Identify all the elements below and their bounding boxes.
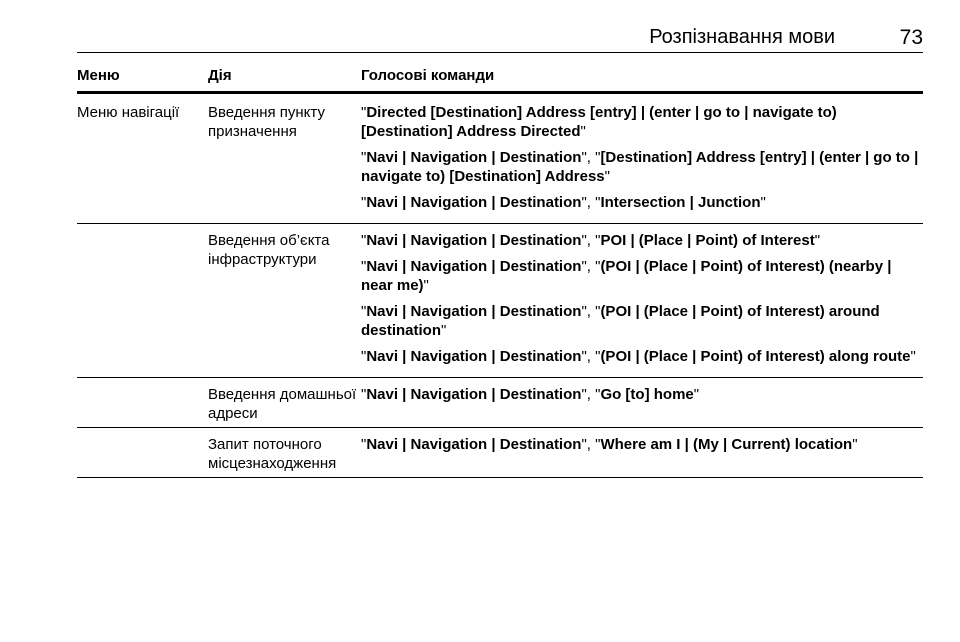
voice-command: "Navi | Navigation | Destination", "Where am I | (My | Current) location"	[361, 436, 858, 453]
table-row	[77, 378, 923, 428]
commands-cell	[361, 435, 923, 473]
command-phrase: Where am I | (My | Current) location	[600, 436, 853, 453]
command-phrase: (POI | (Place | Point) of Interest) along route	[600, 348, 911, 365]
commands-cell	[361, 103, 923, 219]
command-phrase: Navi | Navigation | Destination	[366, 436, 582, 453]
table-header	[77, 66, 923, 94]
commands-cell	[361, 385, 923, 423]
voice-command: "Navi | Navigation | Destination", "Go [to] home"	[361, 386, 700, 403]
command-phrase: Intersection | Junction	[600, 194, 761, 211]
commands-cell	[361, 231, 923, 373]
menu-cell	[77, 435, 208, 473]
action-cell: Введення пункту призначення	[208, 104, 325, 140]
column-header-menu: Меню	[77, 67, 120, 84]
command-phrase: POI | (Place | Point) of Interest	[600, 232, 815, 249]
menu-cell: Меню навігації	[77, 104, 180, 121]
command-phrase: Navi | Navigation | Destination	[366, 348, 582, 365]
command-phrase: Navi | Navigation | Destination	[366, 386, 582, 403]
table-row	[77, 224, 923, 378]
command-phrase: Go [to] home	[600, 386, 694, 403]
command-phrase: Navi | Navigation | Destination	[366, 258, 582, 275]
command-phrase: Navi | Navigation | Destination	[366, 149, 582, 166]
action-cell: Запит поточного місцезнаходження	[208, 436, 337, 472]
page-title: Розпізнавання мови	[649, 26, 835, 48]
action-cell: Введення домашньої адреси	[208, 386, 357, 422]
voice-command: "Navi | Navigation | Destination", "Intersection | Junction"	[361, 194, 766, 211]
page-number: 73	[899, 26, 923, 49]
voice-command: "Navi | Navigation | Destination", "(POI | (Place | Point) of Interest) along route"	[361, 348, 916, 365]
voice-command: "Navi | Navigation | Destination", "POI | (Place | Point) of Interest"	[361, 232, 821, 249]
column-header-action: Дія	[208, 67, 232, 84]
table-body	[77, 94, 923, 478]
command-phrase: (POI | (Place | Point) of Interest) around destination	[361, 303, 880, 339]
voice-command: "Navi | Navigation | Destination", "(POI | (Place | Point) of Interest) (nearby | near me)"	[361, 258, 892, 294]
menu-cell	[77, 385, 208, 423]
menu-cell	[77, 231, 208, 373]
voice-command: "Navi | Navigation | Destination", "[Destination] Address [entry] | (enter | go to | navigate to) [Destination] Address"	[361, 149, 919, 185]
column-header-commands: Голосові команди	[361, 67, 495, 84]
command-phrase: Navi | Navigation | Destination	[366, 194, 582, 211]
table-row	[77, 94, 923, 224]
page-header	[77, 0, 923, 53]
action-cell: Введення об’єкта інфраструктури	[208, 232, 330, 268]
voice-commands-table	[77, 66, 923, 478]
command-phrase: Navi | Navigation | Destination	[366, 303, 582, 320]
command-phrase: [Destination] Address [entry] | (enter | go to | navigate to) [Destination] Address	[361, 149, 919, 185]
command-phrase: Navi | Navigation | Destination	[366, 232, 582, 249]
voice-command: "Navi | Navigation | Destination", "(POI | (Place | Point) of Interest) around destination"	[361, 303, 880, 339]
command-phrase: (POI | (Place | Point) of Interest) (nearby | near me)	[361, 258, 892, 294]
command-phrase: Directed [Destination] Address [entry] | (enter | go to | navigate to) [Destination] Address Directed	[361, 104, 837, 140]
table-row	[77, 428, 923, 478]
voice-command: "Directed [Destination] Address [entry] | (enter | go to | navigate to) [Destination] Address Directed"	[361, 104, 837, 140]
